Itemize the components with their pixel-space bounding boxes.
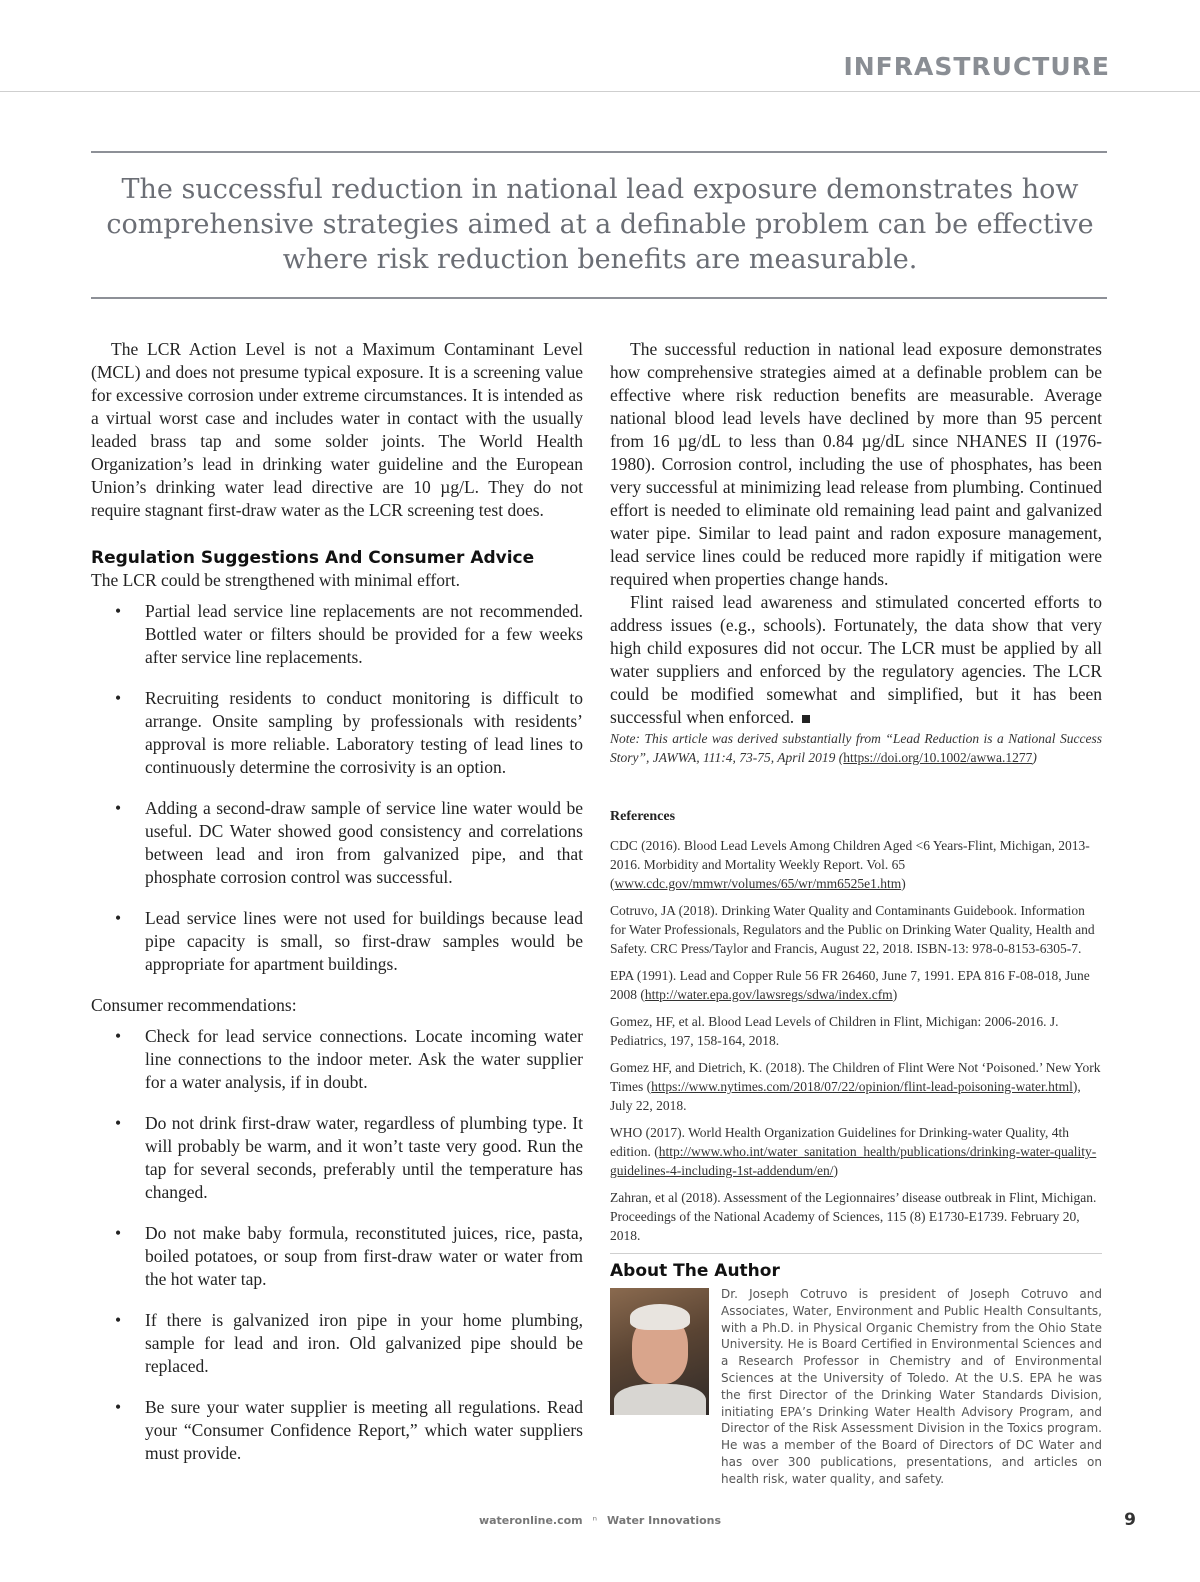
bullet-icon: • xyxy=(115,1397,122,1417)
header-divider xyxy=(0,91,1200,92)
bullet-icon: • xyxy=(115,1113,122,1133)
author-section xyxy=(610,1286,1102,1488)
footer-separator: ⁿ xyxy=(592,1514,598,1527)
bullet-icon: • xyxy=(115,601,122,621)
reference-item: CDC (2016). Blood Lead Levels Among Children Aged <6 Years-Flint, Michigan, 2013-2016. Morbidity and Mortality Weekly Report. Vol. 65 (www.cdc.gov/mmwr/volumes/65/wr/mm6525e1.htm) xyxy=(610,838,1090,891)
reference-item: Gomez, HF, et al. Blood Lead Levels of Children in Flint, Michigan: 2006-2016. J. Pediatrics, 197, 158-164, 2018. xyxy=(610,1014,1059,1048)
pull-quote: The successful reduction in national lead exposure demonstrates how comprehensive strategies aimed at a definable problem can be effective where risk reduction benefits are measurable. xyxy=(106,174,1094,275)
list-item: • Lead service lines were not used for buildings because lead pipe capacity is small, so first-draw samples would be appropriate for apartment buildings. xyxy=(115,908,583,974)
reference-item: Gomez HF, and Dietrich, K. (2018). The Children of Flint Were Not ‘Poisoned.’ New York Times (https://www.nytimes.com/2018/07/22/opinion/flint-lead-poisoning-water.html), July 22, 2018. xyxy=(610,1060,1101,1113)
reference-link[interactable]: http://water.epa.gov/lawsregs/sdwa/index.cfm xyxy=(644,987,893,1002)
list-item: • Partial lead service line replacements are not recommended. Bottled water or filters should be provided for a few weeks after service line replacements. xyxy=(115,601,583,667)
body-paragraph: The successful reduction in national lead exposure demonstrates how comprehensive strategies aimed at a definable problem can be effective where risk reduction benefits are measurable. Average national blood lead levels have declined by more than 95 percent from 16 µg/dL to less than 0.84 µg/dL since NHANES II (1976-1980). Corrosion control, including the use of phosphates, has been very successful at minimizing lead release from plumbing. Continued effort is needed to eliminate old remaining lead paint and galvanized water pipe. Similar to lead paint and radon exposure management, lead service lines could be reduced more rapidly if mitigation were required when properties change hands. xyxy=(610,339,1102,589)
list-item: • Check for lead service connections. Locate incoming water line connections to the indoor meter. Ask the water supplier for a water analysis, if in doubt. xyxy=(115,1026,583,1092)
reference-link[interactable]: www.cdc.gov/mmwr/volumes/65/wr/mm6525e1.htm xyxy=(614,876,902,891)
consumer-list xyxy=(91,1025,583,1465)
footer-site: wateronline.com xyxy=(478,1514,583,1527)
reference-item: WHO (2017). World Health Organization Guidelines for Drinking-water Quality, 4th edition. (http://www.who.int/water_sanitation_health/publications/drinking-water-quality-guidelines-4-including-1st-addendum/en/) xyxy=(610,1125,1097,1178)
list-item: • Be sure your water supplier is meeting all regulations. Read your “Consumer Confidence Report,” which water suppliers must provide. xyxy=(115,1397,583,1463)
bullet-icon: • xyxy=(115,798,122,818)
list-item: • Do not make baby formula, reconstituted juices, rice, pasta, boiled potatoes, or soup from first-draw water or water from the hot water tap. xyxy=(115,1223,583,1289)
intro-paragraph: The LCR Action Level is not a Maximum Contaminant Level (MCL) and does not presume typical exposure. It is a screening value for excessive corrosion under extreme circumstances. It is intended as a virtual worst case and includes water in contact with the usually leaded brass tap and some solder joints. The World Health Organization’s lead in drinking water guideline and the European Union’s drinking water lead directive are 10 µg/L. They do not require stagnant first-draw water as the LCR screening test does. xyxy=(91,339,583,520)
right-column xyxy=(610,338,1102,1488)
author-divider xyxy=(610,1253,1102,1254)
doi-link[interactable]: https://doi.org/10.1002/awwa.1277 xyxy=(843,750,1033,765)
reference-item: Cotruvo, JA (2018). Drinking Water Quality and Contaminants Guidebook. Information for Water Professionals, Regulators and the Public on Drinking Water Quality, Health and Safety. CRC Press/Taylor and Francis, August 22, 2018. ISBN-13: 978-0-8153-6305-7. xyxy=(610,903,1095,956)
bullet-icon: • xyxy=(115,1310,122,1330)
reference-link[interactable]: http://www.who.int/water_sanitation_health/publications/drinking-water-quality-guidelines-4-including-1st-addendum/en/ xyxy=(610,1144,1097,1178)
author-photo xyxy=(610,1288,709,1415)
left-column xyxy=(91,338,583,1483)
source-note: Note: This article was derived substantially from “Lead Reduction is a National Success Story”, JAWWA, 111:4, 73-75, April 2019 (https://doi.org/10.1002/awwa.1277) xyxy=(610,731,1102,765)
consumer-heading: Consumer recommendations: xyxy=(91,995,297,1015)
bullet-icon: • xyxy=(115,908,122,928)
list-item: • Recruiting residents to conduct monitoring is difficult to arrange. Onsite sampling by professionals with residents’ approval is more reliable. Laboratory testing of lead lines to continuously determine the corrosivity is an option. xyxy=(115,688,583,777)
about-author-heading: About The Author xyxy=(610,1261,780,1281)
page-number: 9 xyxy=(1124,1510,1136,1530)
reference-item: EPA (1991). Lead and Copper Rule 56 FR 26460, June 7, 1991. EPA 816 F-08-018, June 2008 (http://water.epa.gov/lawsregs/sdwa/index.cfm) xyxy=(610,968,1090,1002)
bullet-icon: • xyxy=(115,1026,122,1046)
end-mark-icon xyxy=(802,715,810,723)
section-label: INFRASTRUCTURE xyxy=(843,52,1110,81)
list-item: • Do not drink first-draw water, regardless of plumbing type. It will probably be warm, and it won’t taste very good. Run the tap for several seconds, preferably until the temperature has changed. xyxy=(115,1113,583,1202)
list-item: • If there is galvanized iron pipe in your home plumbing, sample for lead and iron. Old galvanized pipe should be replaced. xyxy=(115,1310,583,1376)
pull-quote-bottom-rule xyxy=(91,297,1107,299)
reference-item: Zahran, et al (2018). Assessment of the Legionnaires’ disease outbreak in Flint, Michigan. Proceedings of the National Academy of Sciences, 115 (8) E1730-E1739. February 20, 2018. xyxy=(610,1190,1097,1243)
bullet-icon: • xyxy=(115,1223,122,1243)
reference-link[interactable]: https://www.nytimes.com/2018/07/22/opinion/flint-lead-poisoning-water.html xyxy=(651,1079,1073,1094)
references-heading: References xyxy=(610,809,676,824)
bullet-icon: • xyxy=(115,688,122,708)
body-paragraph: Flint raised lead awareness and stimulated concerted efforts to address issues (e.g., schools). Fortunately, the data show that very high child exposures did not occur. The LCR must be applied by all water suppliers and enforced by the regulatory agencies. The LCR could be modified somewhat and simplified, but it has been successful when enforced. xyxy=(610,592,1102,727)
section-subheading: Regulation Suggestions And Consumer Advice xyxy=(91,548,535,568)
author-bio: Dr. Joseph Cotruvo is president of Joseph Cotruvo and Associates, Water, Environment and Public Health Consultants, with a Ph.D. in Physical Organic Chemistry from the Ohio State University. He is Board Certified in Environmental Sciences and a Research Professor in Chemistry and of Environmental Sciences at the University of Toledo. At the U.S. EPA he was the first Director of the Drinking Water Standards Division, initiating EPA’s Drinking Water Health Advisory Program, and Director of the Risk Assessment Division in the Toxics program. He was a member of the Board of Directors of DC Water and has over 300 publications, presentations, and articles on health risk, water quality, and safety. xyxy=(721,1287,1102,1486)
footer-publication: Water Innovations xyxy=(607,1514,722,1527)
pull-quote-top-rule xyxy=(91,151,1107,153)
regulation-list xyxy=(91,600,583,976)
footer-credit xyxy=(0,1514,1200,1527)
lead-sentence: The LCR could be strengthened with minimal effort. xyxy=(91,570,461,590)
list-item: • Adding a second-draw sample of service line water would be useful. DC Water showed good consistency and correlations between lead and iron from galvanized pipe, and that phosphate corrosion control was successful. xyxy=(115,798,583,887)
